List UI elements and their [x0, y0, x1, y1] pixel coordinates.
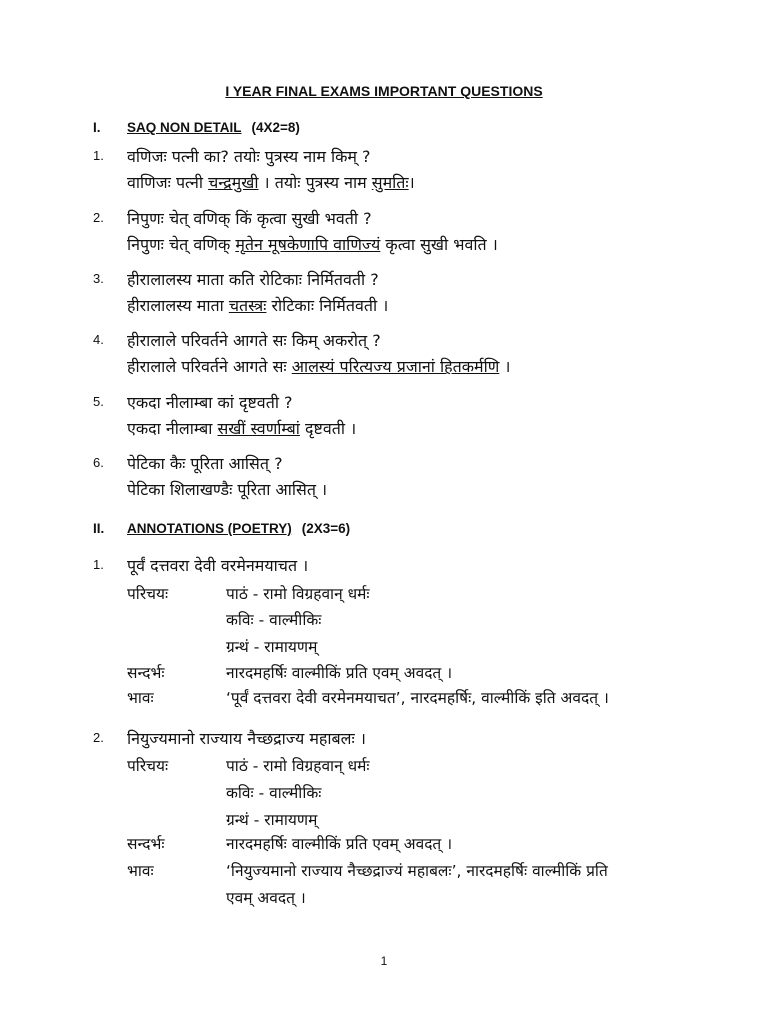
verse-text: नियुज्यमानो राज्याय नैच्छद्राज्य महाबलः ।	[127, 729, 366, 748]
answer-text: पेटिका शिलाखण्डैः पूरिता आसित् ।	[127, 480, 328, 499]
page-number: 1	[380, 954, 388, 968]
question-text: हीरालालस्य माता कति रोटिकाः निर्मितवती ?	[127, 270, 379, 289]
meaning-text: ‘नियुज्यमानो राज्याय नैच्छद्राज्यं महाबलः’, नारदमहर्षिः वाल्मीकिं प्रति	[226, 862, 608, 880]
answer-keyword: सुमतिः	[371, 173, 409, 192]
page-title: I YEAR FINAL EXAMS IMPORTANT QUESTIONS	[225, 83, 543, 99]
poet-name: कविः - वाल्मीकिः	[226, 784, 322, 802]
answer-text: हीरालाले परिवर्तने आगते सः आलस्यं परित्यज्य प्रजानां हितकर्मणि ।	[127, 357, 511, 376]
question-text: एकदा नीलाम्बा कां दृष्टवती ?	[127, 393, 293, 412]
bhava-label: भावः	[127, 689, 154, 707]
answer-text: निपुणः चेत् वणिक् मृतेन मूषकेणापि वाणिज्यं कृत्वा सुखी भवति ।	[127, 235, 498, 254]
question-number: 2.	[93, 730, 104, 745]
answer-keyword: सखीं स्वर्णाम्बां	[217, 419, 300, 438]
question-text: हीरालाले परिवर्तने आगते सः किम् अकरोत् ?	[127, 331, 381, 350]
lesson-name: पाठं - रामो विग्रहवान् धर्मः	[226, 585, 370, 603]
context-text: नारदमहर्षिः वाल्मीकिं प्रति एवम् अवदत् ।	[226, 835, 453, 853]
answer-text: वाणिजः पत्नी चन्द्रमुखी । तयोः पुत्रस्य नाम सुमतिः।	[127, 173, 415, 192]
question-number: 1.	[93, 148, 104, 163]
question-number: 2.	[93, 210, 104, 225]
question-text: वणिजः पत्नी का? तयोः पुत्रस्य नाम किम् ?	[127, 147, 371, 166]
question-number: 5.	[93, 394, 104, 409]
sandarbha-label: सन्दर्भः	[127, 835, 165, 853]
sandarbha-label: सन्दर्भः	[127, 664, 165, 682]
paricaya-label: परिचयः	[127, 585, 169, 603]
question-number: 6.	[93, 455, 104, 470]
poet-name: कविः - वाल्मीकिः	[226, 611, 322, 629]
section-number: II.	[93, 521, 105, 536]
answer-text: हीरालालस्य माता चतस्त्रः रोटिकाः निर्मितवती ।	[127, 296, 389, 315]
answer-keyword: चतस्त्रः	[228, 296, 267, 315]
answer-text: एकदा नीलाम्बा सखीं स्वर्णाम्बां दृष्टवती ।	[127, 419, 357, 438]
bhava-label: भावः	[127, 862, 154, 880]
section-marks: (4X2=8)	[251, 120, 300, 135]
verse-text: पूर्वं दत्तवरा देवी वरमेनमयाचत ।	[127, 556, 309, 575]
meaning-text: ‘पूर्वं दत्तवरा देवी वरमेनमयाचत’, नारदमहर्षिः, वाल्मीकिं इति अवदत् ।	[226, 689, 609, 707]
question-text: निपुणः चेत् वणिक् किं कृत्वा सुखी भवती ?	[127, 209, 372, 228]
lesson-name: पाठं - रामो विग्रहवान् धर्मः	[226, 757, 370, 775]
answer-keyword: मृतेन मूषकेणापि वाणिज्यं	[235, 235, 381, 254]
answer-keyword: आलस्यं परित्यज्य प्रजानां हितकर्मणि	[291, 357, 500, 376]
question-number: 1.	[93, 557, 104, 572]
question-number: 3.	[93, 271, 104, 286]
answer-keyword: चन्द्रमुखी	[208, 173, 259, 192]
book-name: ग्रन्थं - रामायणम्	[226, 811, 318, 829]
section-title: SAQ NON DETAIL	[127, 120, 242, 135]
question-number: 4.	[93, 332, 104, 347]
paricaya-label: परिचयः	[127, 757, 169, 775]
section-marks: (2X3=6)	[301, 521, 351, 536]
question-text: पेटिका कैः पूरिता आसित् ?	[127, 454, 283, 473]
meaning-text-continued: एवम् अवदत् ।	[226, 889, 306, 907]
section-title: ANNOTATIONS (POETRY)	[127, 521, 292, 536]
context-text: नारदमहर्षिः वाल्मीकिं प्रति एवम् अवदत् ।	[226, 664, 453, 682]
book-name: ग्रन्थं - रामायणम्	[226, 638, 318, 656]
section-number: I.	[93, 120, 101, 135]
